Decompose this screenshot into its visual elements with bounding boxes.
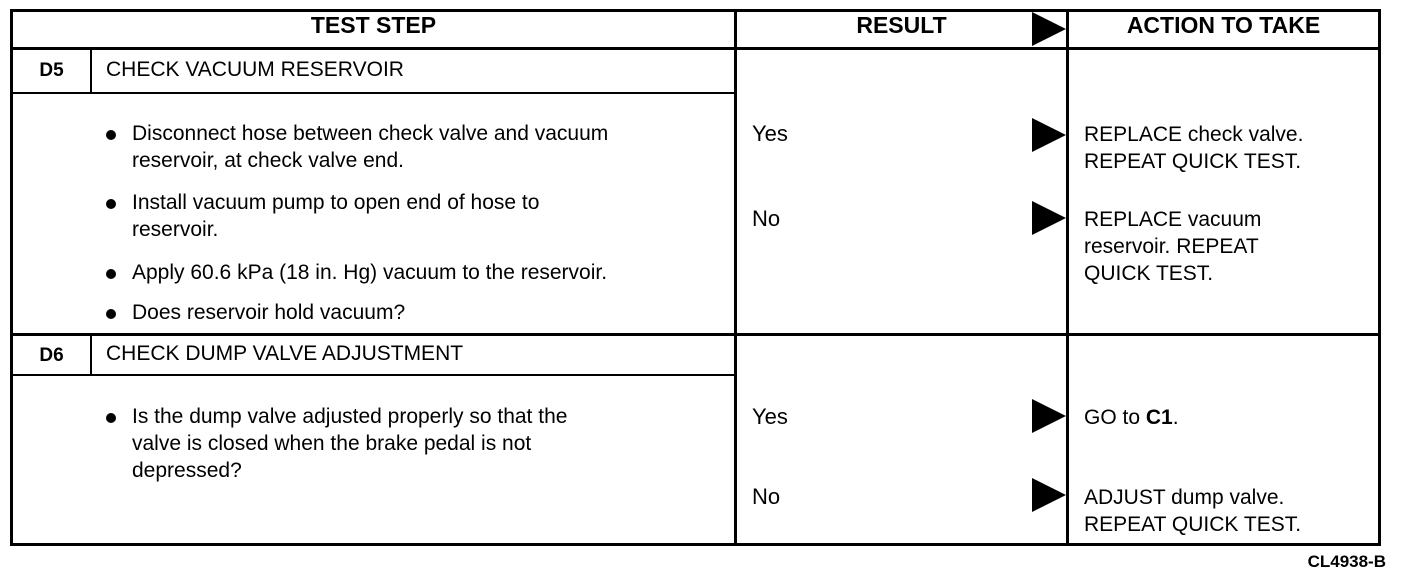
step-reference: C1	[1145, 406, 1173, 429]
d6-action-no	[1084, 484, 1301, 538]
header-arrow-icon	[1032, 12, 1066, 46]
header-rule	[10, 47, 1381, 50]
d5-bullet-1	[106, 120, 726, 174]
bullet-line: depressed?	[132, 459, 242, 482]
bullet-dot-icon	[106, 269, 116, 279]
frame-right	[1378, 9, 1381, 546]
d5-bullet-4	[106, 299, 726, 326]
header-result: RESULT	[856, 12, 947, 38]
divider-result	[734, 9, 737, 546]
divider-action	[1066, 9, 1069, 546]
bullet-line: Does reservoir hold vacuum?	[132, 301, 406, 324]
bullet-line: Is the dump valve adjusted properly so that the	[132, 405, 568, 428]
action-text: .	[1172, 406, 1179, 429]
bullet-dot-icon	[106, 199, 116, 209]
step-title-d6: CHECK DUMP VALVE ADJUSTMENT	[106, 342, 464, 365]
action-line: QUICK TEST.	[1084, 262, 1214, 285]
d5-code-divider	[90, 47, 92, 93]
bullet-line: valve is closed when the brake pedal is not	[132, 432, 532, 455]
action-line: reservoir. REPEAT	[1084, 235, 1259, 258]
d5-no-arrow-icon	[1032, 201, 1066, 235]
d5-action-no	[1084, 206, 1261, 287]
action-text: GO to	[1084, 406, 1146, 429]
d5-bullet-3	[106, 259, 726, 286]
d5-title-rule	[10, 92, 737, 94]
action-line: ADJUST dump valve.	[1084, 486, 1285, 509]
bullet-dot-icon	[106, 309, 116, 319]
d6-no-arrow-icon	[1032, 478, 1066, 512]
action-line: REPLACE vacuum	[1084, 208, 1262, 231]
d6-yes-arrow-icon	[1032, 399, 1066, 433]
bullet-line: Install vacuum pump to open end of hose to	[132, 191, 540, 214]
d5-result-no: No	[752, 206, 781, 231]
section-rule	[10, 333, 1381, 336]
d5-yes-arrow-icon	[1032, 118, 1066, 152]
bullet-line: reservoir, at check valve end.	[132, 149, 404, 172]
d6-action-yes	[1084, 404, 1179, 431]
d6-title-rule	[10, 374, 737, 376]
bullet-dot-icon	[106, 130, 116, 140]
bullet-dot-icon	[106, 413, 116, 423]
action-line: REPLACE check valve.	[1084, 123, 1304, 146]
frame-bottom	[10, 543, 1381, 546]
frame-left	[10, 9, 13, 546]
header-action: ACTION TO TAKE	[1126, 12, 1321, 38]
d6-result-yes: Yes	[752, 404, 788, 429]
figure-id: CL4938-B	[1307, 552, 1386, 571]
bullet-line: reservoir.	[132, 218, 219, 241]
bullet-line: Apply 60.6 kPa (18 in. Hg) vacuum to the reservoir.	[132, 261, 608, 284]
d6-result-no: No	[752, 484, 781, 509]
header-test-step: TEST STEP	[310, 12, 437, 38]
action-line: REPEAT QUICK TEST.	[1084, 150, 1302, 173]
d6-code-divider	[90, 334, 92, 375]
step-title-d5: CHECK VACUUM RESERVOIR	[106, 58, 404, 81]
action-line: REPEAT QUICK TEST.	[1084, 513, 1302, 536]
d5-result-yes: Yes	[752, 121, 788, 146]
step-code-d6: D6	[39, 345, 64, 366]
d5-bullet-2	[106, 189, 726, 243]
d5-action-yes	[1084, 121, 1303, 175]
bullet-line: Disconnect hose between check valve and vacuum	[132, 122, 609, 145]
step-code-d5: D5	[39, 60, 64, 81]
d6-bullet-1	[106, 403, 726, 484]
